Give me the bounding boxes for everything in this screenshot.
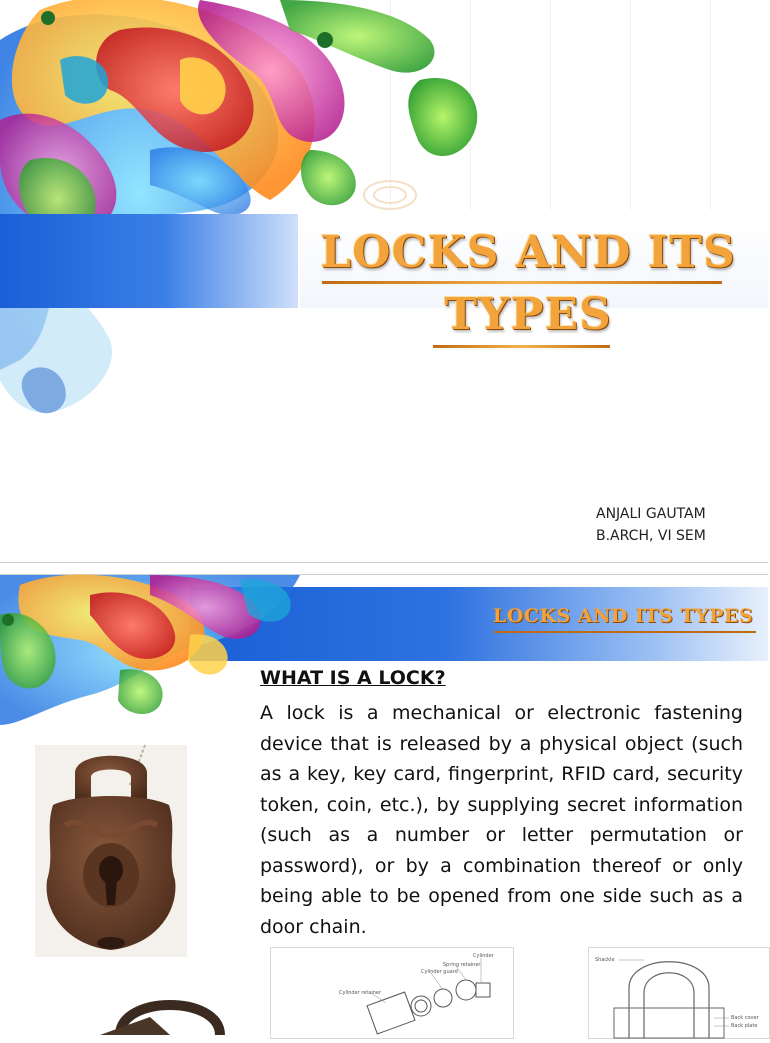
title-line-2: TYPES [444, 289, 612, 340]
title-accent-bar [0, 214, 298, 308]
title-underline-2 [433, 345, 610, 348]
slide-title [318, 222, 738, 346]
diagram-label: Cylinder retainer [339, 990, 382, 996]
diagram-label: Back cover [731, 1015, 759, 1021]
diagram-label: Spring retainer [443, 962, 481, 968]
padlock-diagram [588, 947, 770, 1039]
slide-separator [0, 562, 768, 575]
author-name: ANJALI GAUTAM [596, 506, 706, 522]
header-title-underline [494, 631, 756, 633]
author-block [596, 503, 706, 547]
content-slide [0, 575, 768, 1029]
lock-cylinder-diagram [270, 947, 514, 1039]
antique-padlock-image [35, 745, 187, 957]
lock-definition-paragraph: A lock is a mechanical or electronic fastening device that is released by a physical object (such as a key, key card, fingerprint, RFID card, security token, coin, etc.), by supplying secret information (such as a number or letter permutation or password), or by a combination thereof or only being able to be opened from one side such as a door chain. [260, 702, 743, 938]
diagram-label: Back plate [731, 1023, 758, 1029]
diagram-label: Shackle [595, 957, 615, 963]
title-line-1: LOCKS AND ITS [320, 227, 736, 278]
title-underline-1 [322, 281, 722, 284]
author-course: B.ARCH, VI SEM [596, 528, 706, 544]
diagram-label: Cylinder guard [421, 969, 458, 975]
diagram-label: Cylinder [473, 953, 494, 959]
section-heading: WHAT IS A LOCK? [260, 667, 446, 689]
padlock-shackle-image [40, 975, 240, 1035]
header-title: LOCKS AND ITS TYPES [492, 605, 754, 627]
